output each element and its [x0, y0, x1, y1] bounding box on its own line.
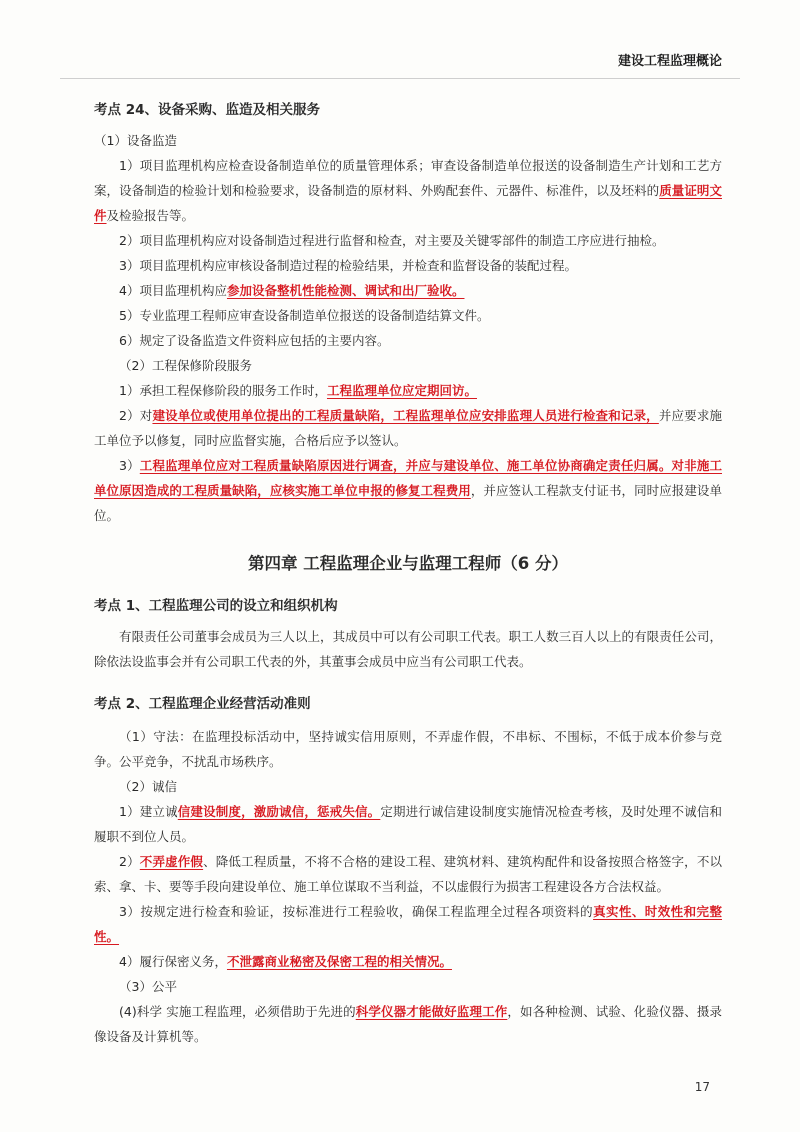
paragraph-s24-6: 6）规定了设备监造文件资料应包括的主要内容。: [119, 333, 390, 348]
highlight-acceptance: 参加设备整机性能检测、调试和出厂验收。: [226, 283, 465, 298]
subheading-warranty: （2）工程保修阶段服务: [119, 358, 252, 373]
running-header: 建设工程监理概论: [617, 54, 722, 69]
paragraph-warranty-1: 1）承担工程保修阶段的服务工作时，工程监理单位应定期回访。: [119, 383, 477, 398]
paragraph-integrity-3: 3）按规定进行检查和验证，按标准进行工程验收，确保工程监理全过程各项资料的真实性、时效性和完整性。: [94, 904, 722, 944]
paragraph-warranty-3: 3）工程监理单位应对工程质量缺陷原因进行调查，并应与建设单位、施工单位协商确定责任归属。对非施工单位原因造成的工程质量缺陷，应核实施工单位申报的修复工程费用，并应签认工程款支付证书，同时应报建设单位。: [94, 458, 722, 523]
chapter-title: 第四章 工程监理企业与监理工程师（6 分）: [248, 554, 568, 573]
paragraph-law: （1）守法：在监理投标活动中，坚持诚实信用原则，不弄虚作假，不串标、不围标，不低于成本价参与竞争。公平竞争，不扰乱市场秩序。: [94, 729, 722, 769]
paragraph-k1: 有限责任公司董事会成员为三人以上，其成员中可以有公司职工代表。职工人数三百人以上的有限责任公司，除依法设监事会并有公司职工代表的外，其董事会成员中应当有公司职工代表。: [94, 629, 722, 669]
subheading-fairness: （3）公平: [119, 979, 177, 994]
highlight-authenticity: 真实性、时效性和完整性。: [94, 904, 722, 944]
paragraph-s24-4: 4）项目监理机构应参加设备整机性能检测、调试和出厂验收。: [119, 283, 465, 298]
section-heading-24: 考点 24、设备采购、监造及相关服务: [94, 102, 320, 118]
section-heading-k1: 考点 1、工程监理公司的设立和组织机构: [94, 598, 338, 614]
subheading-integrity: （2）诚信: [119, 779, 177, 794]
paragraph-integrity-4: 4）履行保密义务，不泄露商业秘密及保密工程的相关情况。: [119, 954, 452, 969]
page-number: 17: [694, 1080, 710, 1094]
highlight-credit-system: 信建设制度，激励诚信，惩戒失信。: [177, 804, 381, 819]
highlight-no-falsify: 不弄虚作假: [139, 854, 204, 869]
highlight-return-visit: 工程监理单位应定期回访。: [326, 383, 477, 398]
section-heading-k2: 考点 2、工程监理企业经营活动准则: [94, 696, 311, 712]
highlight-instruments: 科学仪器才能做好监理工作: [355, 1004, 508, 1019]
paragraph-science: (4)科学 实施工程监理，必须借助于先进的科学仪器才能做好监理工作，如各种检测、试验、化验仪器、摄录像设备及计算机等。: [94, 1004, 722, 1044]
highlight-quality-certificate: 质量证明文件: [94, 183, 722, 223]
paragraph-warranty-2: 2）对建设单位或使用单位提出的工程质量缺陷，工程监理单位应安排监理人员进行检查和记录，并应要求施工单位予以修复，同时应监督实施，合格后应予以签认。: [94, 408, 722, 448]
subheading-equipment-supervision: （1）设备监造: [94, 133, 177, 148]
paragraph-s24-1: 1）项目监理机构应检查设备制造单位的质量管理体系；审查设备制造单位报送的设备制造生产计划和工艺方案，设备制造的检验计划和检验要求，设备制造的原材料、外购配套件、元器件、标准件，以及坯料的质量证明文件及检验报告等。: [94, 158, 722, 223]
page-content: [94, 98, 722, 1049]
paragraph-integrity-2: 2）不弄虚作假、降低工程质量，不将不合格的建设工程、建筑材料、建筑构配件和设备按照合格签字，不以索、拿、卡、要等手段向建设单位、施工单位谋取不当利益，不以虚假行为损害工程建设各方合法权益。: [94, 854, 722, 894]
highlight-responsibility: 工程监理单位应对工程质量缺陷原因进行调查，并应与建设单位、施工单位协商确定责任归属。对非施工单位原因造成的工程质量缺陷，应核实施工单位申报的修复工程费用: [94, 458, 722, 498]
paragraph-s24-2: 2）项目监理机构应对设备制造过程进行监督和检查，对主要及关键零部件的制造工序应进行抽检。: [119, 233, 665, 248]
paragraph-integrity-1: 1）建立诚信建设制度，激励诚信，惩戒失信。定期进行诚信建设制度实施情况检查考核，及时处理不诚信和履职不到位人员。: [94, 804, 722, 844]
highlight-defect-record: 建设单位或使用单位提出的工程质量缺陷，工程监理单位应安排监理人员进行检查和记录，: [152, 408, 659, 423]
paragraph-s24-3: 3）项目监理机构应审核设备制造过程的检验结果，并检查和监督设备的装配过程。: [119, 258, 577, 273]
header-rule: [60, 78, 740, 79]
paragraph-s24-5: 5）专业监理工程师应审查设备制造单位报送的设备制造结算文件。: [119, 308, 490, 323]
highlight-confidentiality: 不泄露商业秘密及保密工程的相关情况。: [226, 954, 452, 969]
